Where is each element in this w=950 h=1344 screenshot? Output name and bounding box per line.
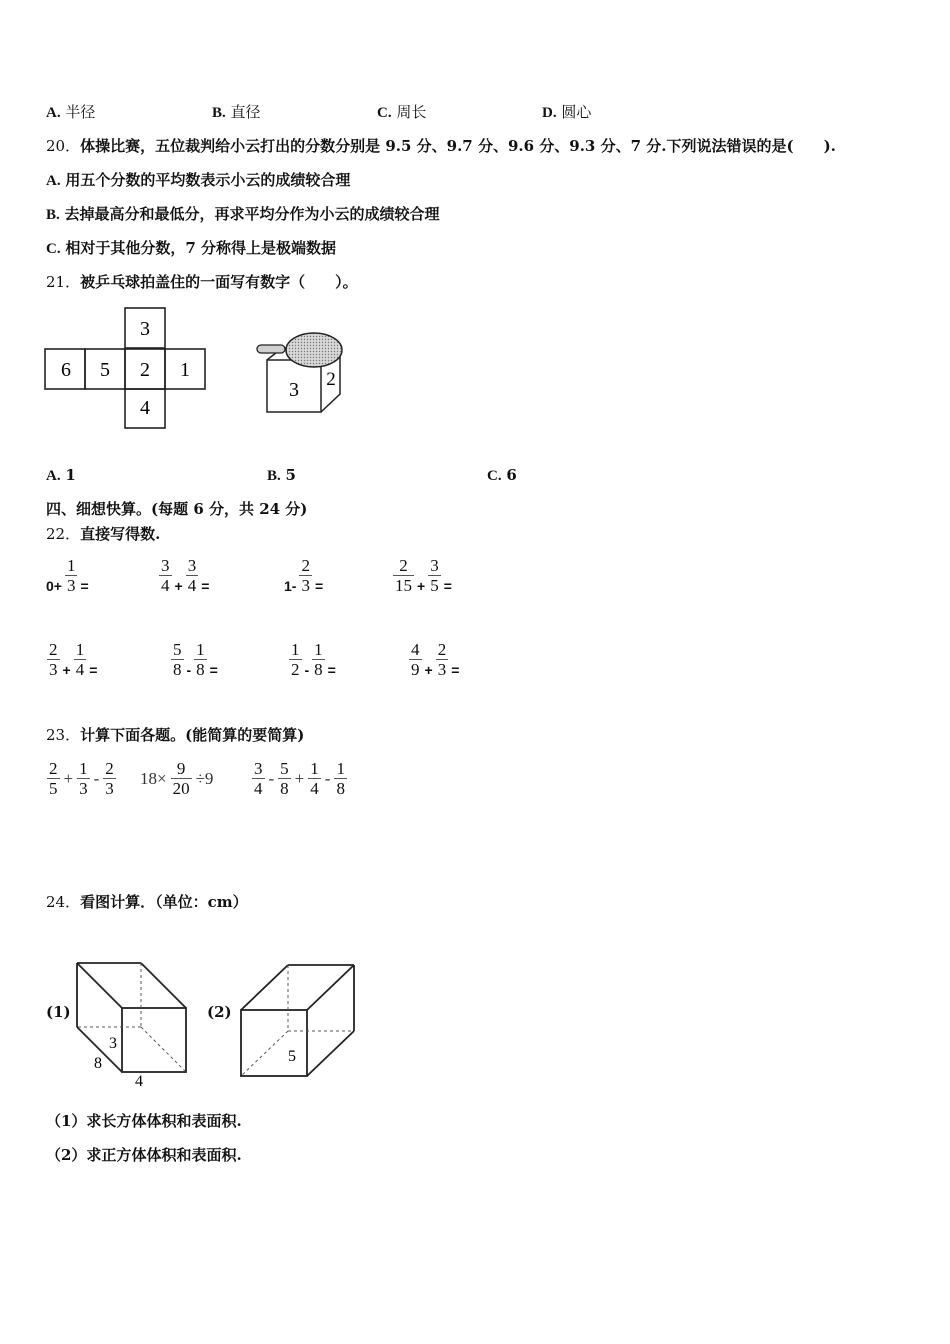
q22-item-6: $\frac{5}{8}$ - $\frac{1}{8}$ =: [173, 640, 218, 679]
q20-option-b: B. 去掉最高分和最低分，再求平均分作为小云的成绩较合理: [46, 205, 440, 223]
section-4-title: 四、细想快算。(每题 6 分，共 24 分): [46, 500, 308, 518]
cube-digit-side: 2: [326, 369, 336, 390]
q21-option-b: B. 5: [267, 466, 296, 484]
cuboid-height-label: 3: [109, 1035, 117, 1052]
q22-item-1: 0+ $\frac{1}{3}$ =: [46, 556, 89, 595]
q19-option-b: B. 直径: [212, 103, 261, 121]
paddle-handle-icon: [257, 345, 285, 353]
q22-item-8: $\frac{4}{9}$ + $\frac{2}{3}$ =: [411, 640, 460, 679]
cube-with-paddle-figure: [252, 326, 352, 418]
q20-stem: 20．体操比赛，五位裁判给小云打出的分数分别是 9.5 分、9.7 分、9.6 分、9.3 分、7 分.下列说法错误的是( ).: [46, 137, 836, 155]
q20-option-a: A. 用五个分数的平均数表示小云的成绩较合理: [46, 171, 351, 189]
cuboid-width-label: 8: [94, 1055, 102, 1072]
q21-option-a: A. 1: [46, 466, 76, 484]
q21-option-c: C. 6: [487, 466, 517, 484]
q19-option-c: C. 周长: [377, 103, 427, 121]
q24-sub1: （1）求长方体体积和表面积.: [46, 1112, 242, 1130]
q23-expr-1: $\frac{2}{5}$ + $\frac{1}{3}$ - $\frac{2}{3}$: [49, 759, 114, 798]
q24-stem: 24．看图计算．（单位：cm）: [46, 893, 248, 911]
q22-stem: 22．直接写得数.: [46, 525, 161, 543]
q23-expr-3: $\frac{3}{4}$ - $\frac{5}{8}$ + $\frac{1}{4}$ - $\frac{1}{8}$: [254, 759, 345, 798]
cube-edge-label: 5: [288, 1048, 296, 1065]
cuboid-length-label: 4: [135, 1073, 143, 1090]
cube-net-figure: [40, 304, 220, 434]
paddle-icon: [286, 333, 342, 367]
net-digit-bottom: 4: [140, 397, 150, 419]
q19-option-a: A. 半径: [46, 103, 96, 121]
q22-item-3: 1- $\frac{2}{3}$ =: [284, 556, 324, 595]
q20-option-c: C. 相对于其他分数，7 分称得上是极端数据: [46, 239, 337, 257]
q19-option-d: D. 圆心: [542, 103, 592, 121]
q24-sub2: （2）求正方体体积和表面积.: [46, 1146, 242, 1164]
cube-digit-front: 3: [289, 379, 299, 401]
net-digit-6: 6: [61, 359, 71, 381]
net-digit-1: 1: [180, 359, 190, 381]
q21-stem: 21．被乒乓球拍盖住的一面写有数字（ ）。: [46, 273, 358, 291]
cube-figure: [236, 960, 360, 1082]
net-digit-5: 5: [100, 359, 110, 381]
q22-item-2: $\frac{3}{4}$ + $\frac{3}{4}$ =: [161, 556, 210, 595]
fig2-label: (2): [207, 1003, 232, 1021]
q22-item-7: $\frac{1}{2}$ - $\frac{1}{8}$ =: [291, 640, 336, 679]
net-digit-top: 3: [140, 318, 150, 340]
cuboid-figure: [72, 958, 192, 1090]
q22-item-5: $\frac{2}{3}$ + $\frac{1}{4}$ =: [49, 640, 98, 679]
q22-item-4: $\frac{2}{15}$ + $\frac{3}{5}$ =: [395, 556, 452, 595]
q23-stem: 23．计算下面各题。(能简算的要简算): [46, 726, 305, 744]
fig1-label: (1): [46, 1003, 71, 1021]
net-digit-center: 2: [140, 359, 150, 381]
q23-expr-2: 18× $\frac{9}{20}$ ÷9: [140, 759, 214, 798]
